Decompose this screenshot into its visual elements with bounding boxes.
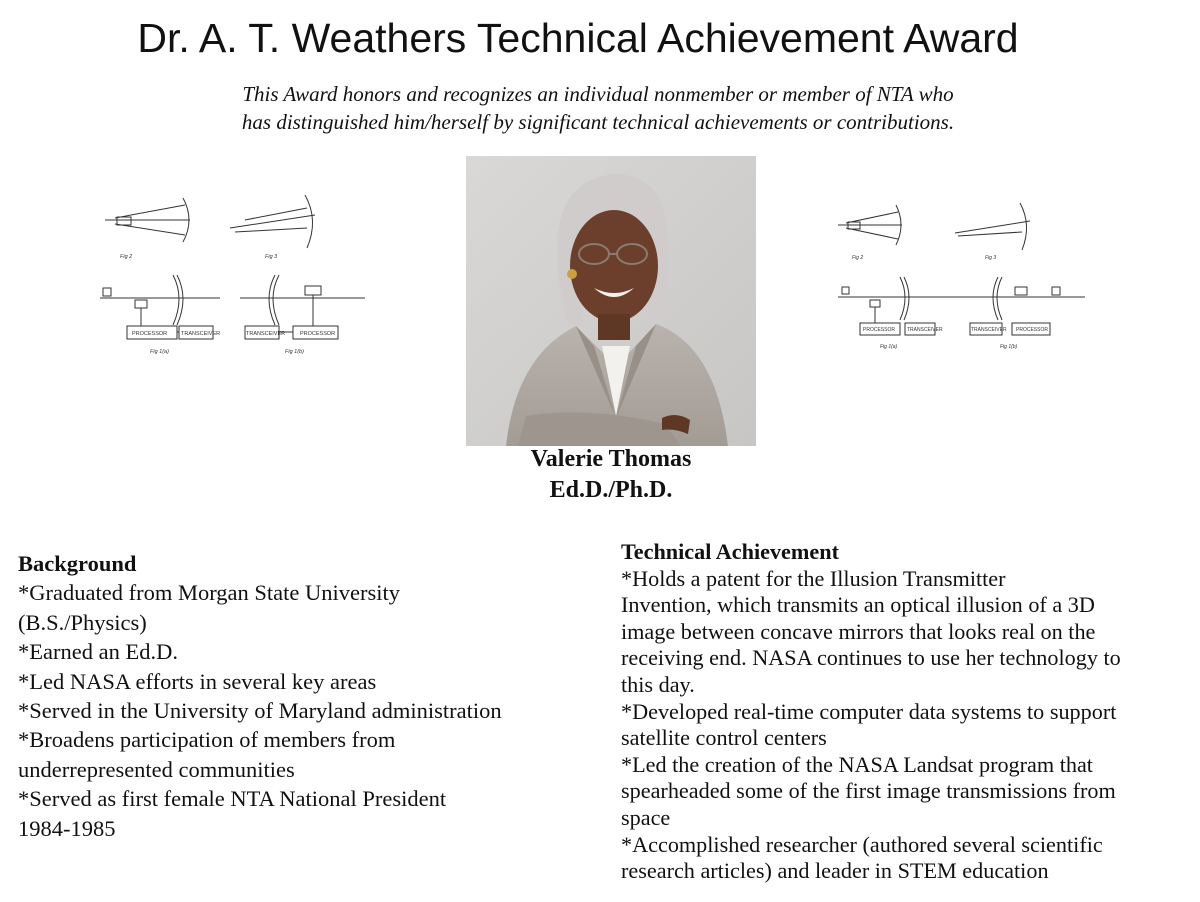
award-description-line: has distinguished him/herself by significant technical achievements or contributions. bbox=[241, 110, 955, 134]
block-label: TRANSCEIVER bbox=[246, 331, 286, 337]
figure-label: Fig 3 bbox=[265, 254, 278, 260]
figure-label: Fig 2 bbox=[120, 254, 133, 260]
technical-line: this day. bbox=[621, 671, 695, 697]
block-label: TRANSCEIVER bbox=[907, 327, 943, 333]
technical-line: receiving end. NASA continues to use her technology to bbox=[621, 645, 1121, 671]
award-description-line: This Award honors and recognizes an individual nonmember or member of NTA who bbox=[242, 82, 954, 106]
patent-diagram-drawing bbox=[830, 195, 1120, 370]
background-line: *Served in the University of Maryland administration bbox=[18, 698, 502, 724]
technical-line: space bbox=[621, 804, 671, 830]
technical-heading: Technical Achievement bbox=[621, 539, 839, 564]
technical-achievement-section bbox=[621, 539, 1186, 885]
block-label: TRANSCEIVER bbox=[971, 327, 1007, 333]
figure-label: Fig 2 bbox=[852, 255, 864, 261]
technical-line: spearheaded some of the first image transmissions from bbox=[621, 778, 1116, 804]
honoree-degree: Ed.D./Ph.D. bbox=[549, 477, 673, 503]
patent-diagram-right bbox=[830, 195, 1120, 370]
technical-line: *Led the creation of the NASA Landsat program that bbox=[621, 751, 1093, 777]
technical-line: *Accomplished researcher (authored several scientific bbox=[621, 831, 1103, 857]
background-line: underrepresented communities bbox=[18, 756, 295, 782]
award-title: Dr. A. T. Weathers Technical Achievement Award bbox=[137, 15, 1019, 61]
honoree-name: Valerie Thomas bbox=[530, 446, 692, 472]
background-line: *Served as first female NTA National President bbox=[18, 786, 447, 812]
award-description bbox=[140, 80, 1056, 136]
honoree-portrait bbox=[466, 156, 756, 446]
background-line: *Graduated from Morgan State University bbox=[18, 580, 400, 606]
background-heading: Background bbox=[18, 551, 137, 576]
patent-diagram-left bbox=[95, 190, 385, 365]
portrait-image bbox=[466, 156, 756, 446]
block-label: PROCESSOR bbox=[1016, 327, 1048, 333]
background-line: (B.S./Physics) bbox=[18, 609, 147, 635]
block-label: TRANSCEIVER bbox=[181, 331, 221, 337]
figure-label: Fig 3 bbox=[985, 255, 997, 261]
technical-line: satellite control centers bbox=[621, 725, 827, 751]
figure-label: Fig 1(b) bbox=[1000, 344, 1018, 350]
block-label: PROCESSOR bbox=[863, 327, 895, 333]
figure-label: Fig 1(b) bbox=[285, 349, 304, 355]
honoree-name-block bbox=[411, 444, 811, 506]
technical-line: Invention, which transmits an optical illusion of a 3D bbox=[621, 592, 1095, 618]
background-line: *Earned an Ed.D. bbox=[18, 639, 178, 665]
background-line: 1984-1985 bbox=[18, 815, 116, 841]
technical-line: research articles) and leader in STEM education bbox=[621, 858, 1049, 884]
background-section bbox=[18, 549, 578, 843]
figure-label: Fig 1(a) bbox=[150, 349, 169, 355]
block-label: PROCESSOR bbox=[132, 331, 168, 337]
background-line: *Broadens participation of members from bbox=[18, 727, 396, 753]
background-line: *Led NASA efforts in several key areas bbox=[18, 668, 377, 694]
technical-line: image between concave mirrors that looks real on the bbox=[621, 618, 1096, 644]
technical-line: *Holds a patent for the Illusion Transmitter bbox=[621, 565, 1006, 591]
technical-line: *Developed real-time computer data systems to support bbox=[621, 698, 1117, 724]
block-label: PROCESSOR bbox=[300, 331, 336, 337]
figure-label: Fig 1(a) bbox=[880, 344, 898, 350]
patent-diagram-drawing bbox=[95, 190, 385, 365]
